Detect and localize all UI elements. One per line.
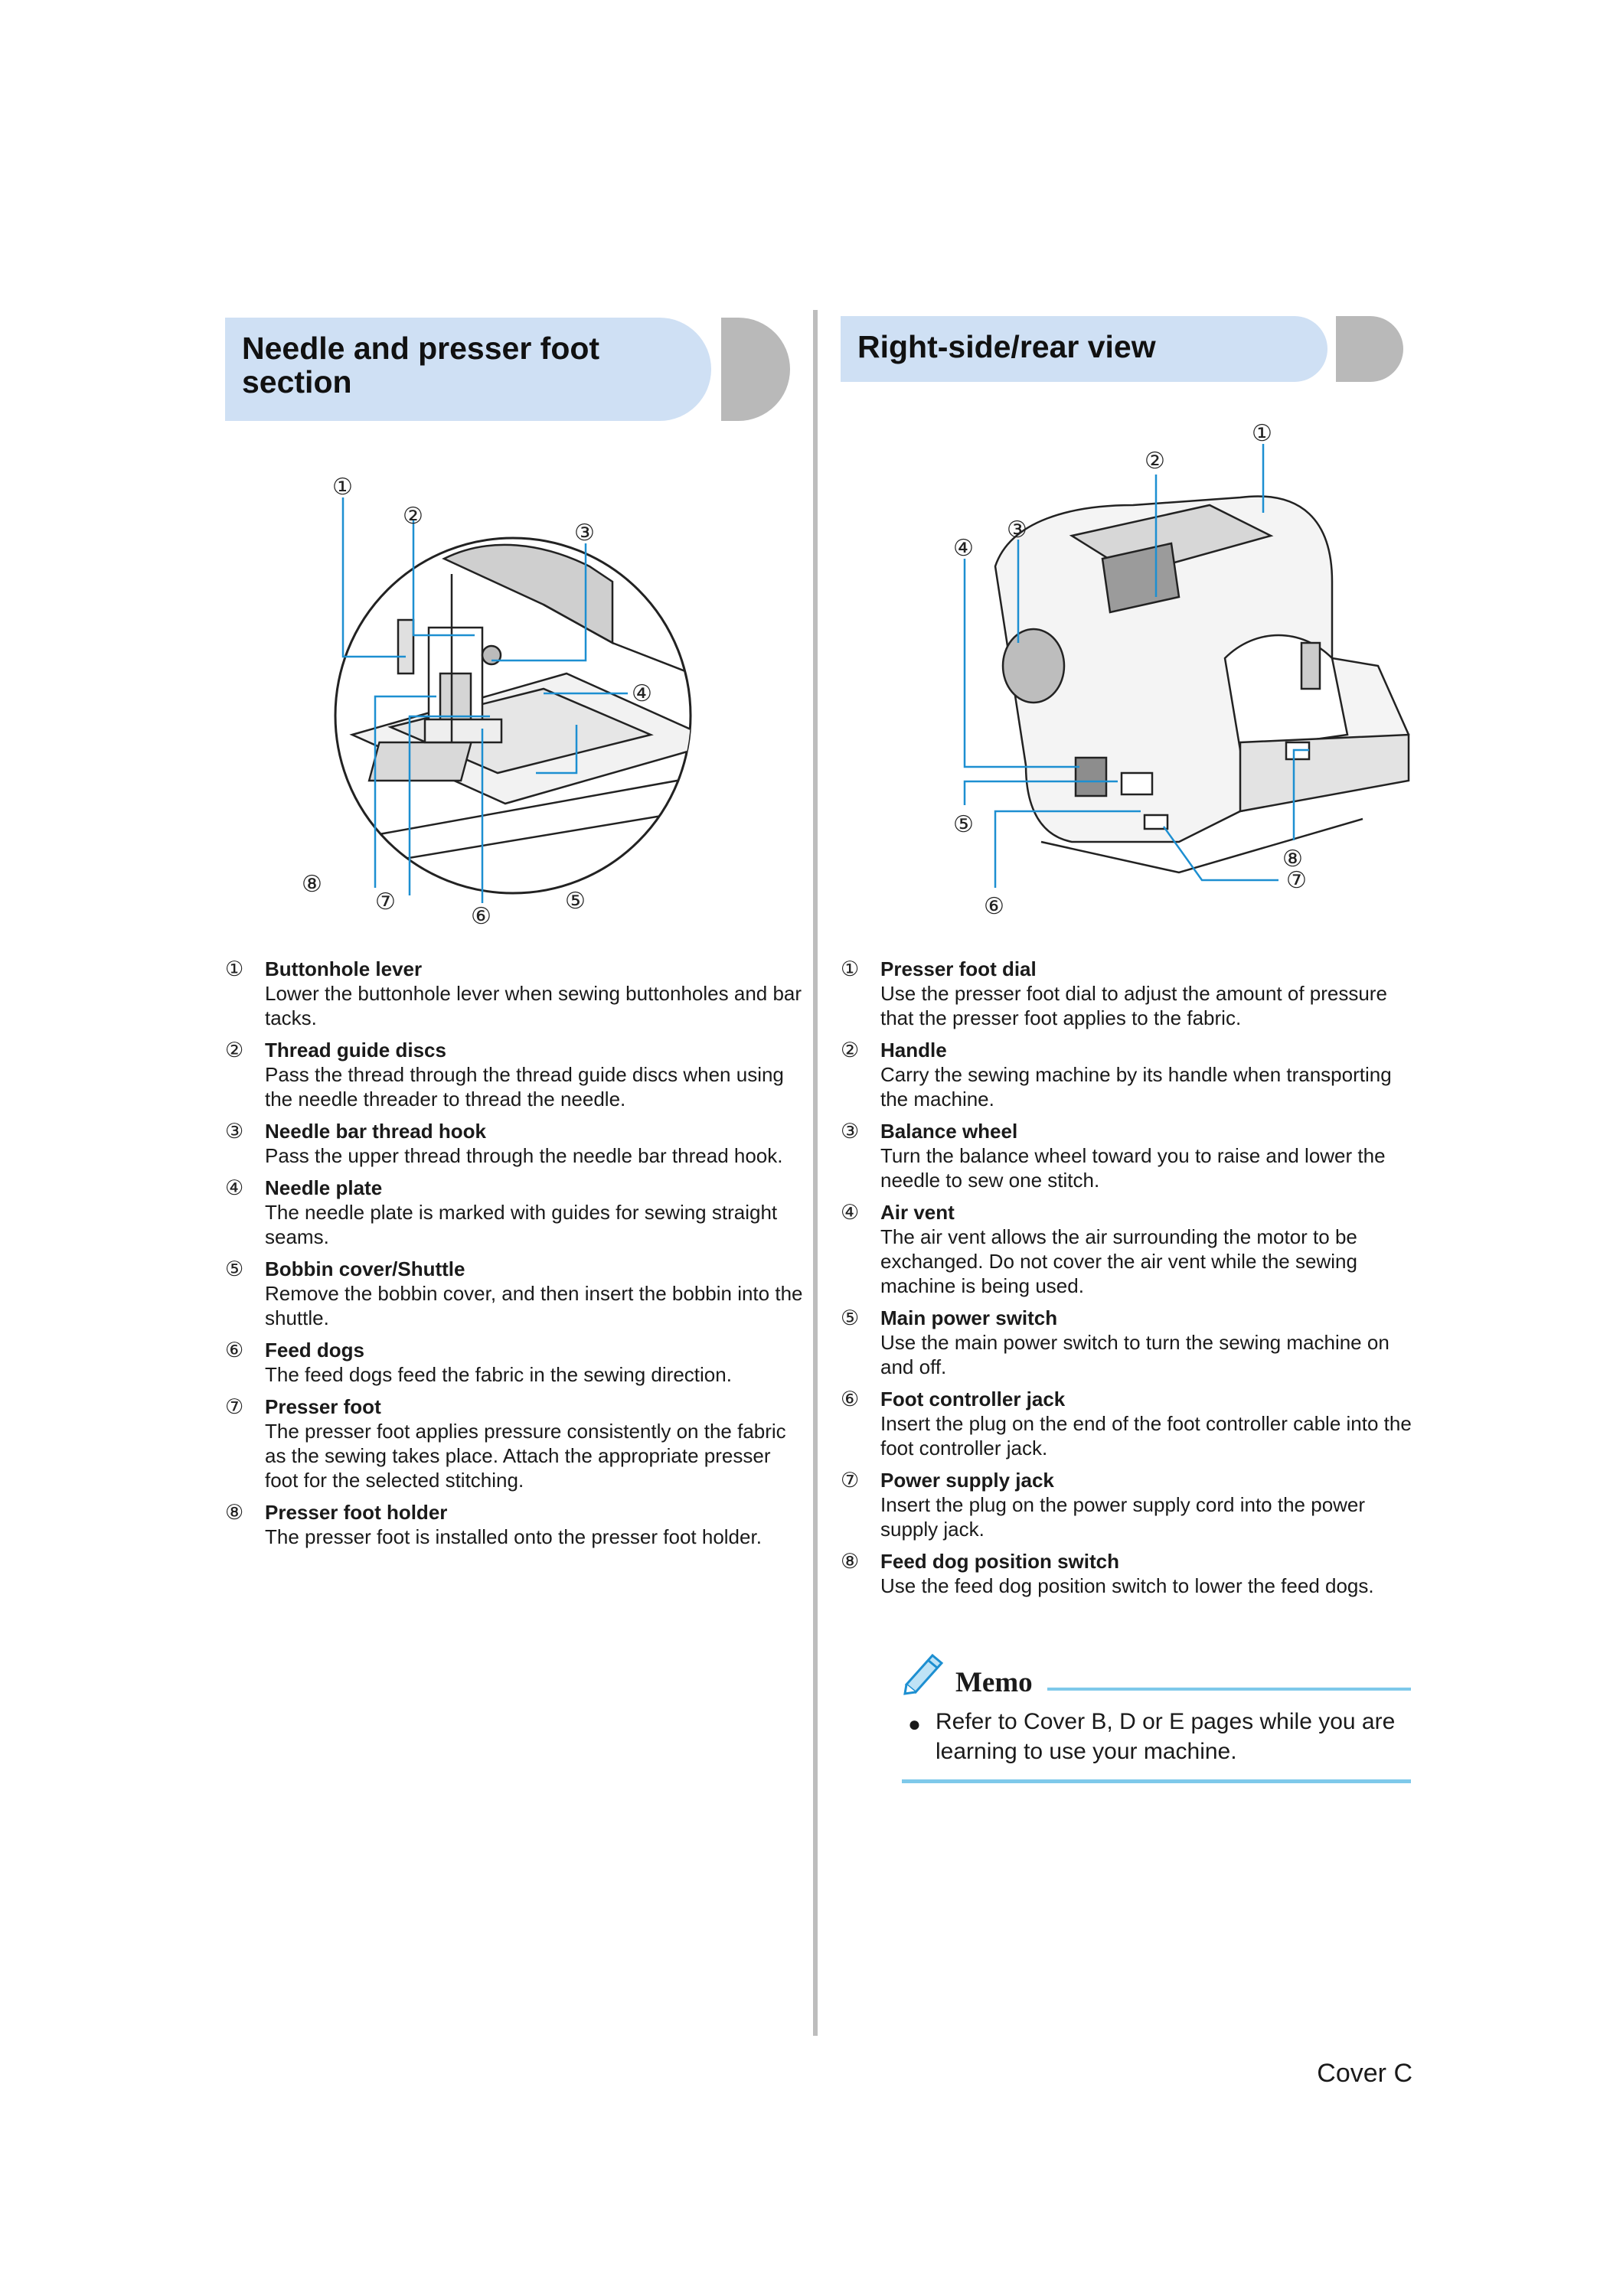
item-desc: The feed dogs feed the fabric in the sewing direction. — [265, 1363, 732, 1386]
memo-divider — [902, 1779, 1411, 1783]
item-number: ③ — [841, 1120, 860, 1143]
list-item — [225, 1338, 807, 1387]
header-tab — [721, 318, 790, 421]
item-number: ④ — [841, 1201, 860, 1224]
list-item — [841, 1306, 1422, 1379]
header-tab — [1336, 316, 1403, 382]
item-number: ④ — [225, 1176, 244, 1199]
item-number: ⑦ — [841, 1469, 860, 1492]
item-desc: Use the main power switch to turn the sewing machine on and off. — [880, 1331, 1390, 1378]
callout-3: ③ — [574, 520, 595, 546]
item-number: ② — [841, 1039, 860, 1062]
item-name: Air vent — [880, 1201, 955, 1224]
item-number: ⑧ — [225, 1501, 244, 1524]
item-name: Buttonhole lever — [265, 957, 423, 980]
memo-pencil-icon — [902, 1649, 948, 1695]
section-title: Right-side/rear view — [857, 329, 1156, 364]
item-number: ⑤ — [841, 1306, 860, 1329]
item-name: Thread guide discs — [265, 1039, 446, 1062]
memo-text: Refer to Cover B, D or E pages while you are learning to use your machine. — [936, 1709, 1396, 1764]
list-item — [841, 957, 1422, 1030]
callout-1: ① — [1252, 421, 1272, 446]
item-desc: Carry the sewing machine by its handle when transporting the machine. — [880, 1063, 1392, 1110]
item-name: Feed dogs — [265, 1339, 365, 1362]
section-header-needle-presser — [225, 318, 792, 421]
list-item — [225, 1119, 807, 1168]
item-desc: Use the feed dog position switch to lower the feed dogs. — [880, 1574, 1374, 1597]
section-title: Needle and presser foot section — [242, 331, 600, 400]
item-name: Presser foot — [265, 1395, 381, 1418]
item-number: ③ — [225, 1120, 244, 1143]
item-desc: The presser foot applies pressure consistently on the fabric as the sewing takes place. Attach the appropriate presser foot for the selected stitching. — [265, 1420, 786, 1492]
callout-6: ⑥ — [984, 894, 1004, 919]
callout-8: ⑧ — [1282, 846, 1303, 872]
column-divider — [813, 310, 818, 2036]
item-number: ② — [225, 1039, 244, 1062]
needle-presser-figure — [291, 444, 735, 934]
list-item — [841, 1549, 1422, 1598]
item-desc: Insert the plug on the power supply cord into the power supply jack. — [880, 1493, 1366, 1541]
memo-divider — [1047, 1688, 1411, 1691]
memo-title: Memo — [955, 1667, 1033, 1698]
item-desc: Pass the thread through the thread guide discs when using the needle threader to thread the needle. — [265, 1063, 784, 1110]
list-item — [225, 1500, 807, 1549]
item-number: ⑧ — [841, 1550, 860, 1573]
item-desc: Pass the upper thread through the needle bar thread hook. — [265, 1144, 783, 1167]
item-name: Presser foot dial — [880, 957, 1037, 980]
memo-box — [902, 1649, 1411, 1783]
list-item — [225, 1394, 807, 1492]
callout-4: ④ — [953, 536, 974, 561]
item-name: Handle — [880, 1039, 947, 1062]
list-item — [841, 1468, 1422, 1541]
list-item — [225, 957, 807, 1030]
list-item — [225, 1038, 807, 1111]
list-item — [225, 1257, 807, 1330]
callout-5: ⑤ — [953, 812, 974, 837]
item-name: Feed dog position switch — [880, 1550, 1119, 1573]
page-label: Cover C — [1317, 2059, 1412, 2088]
item-desc: Insert the plug on the end of the foot controller cable into the foot controller jack. — [880, 1412, 1412, 1459]
callout-2: ② — [1145, 448, 1165, 474]
callout-4: ④ — [632, 681, 652, 706]
callout-1: ① — [332, 475, 353, 500]
item-number: ⑦ — [225, 1395, 244, 1418]
section-header-right-rear — [841, 316, 1407, 382]
list-item — [841, 1119, 1422, 1192]
item-name: Bobbin cover/Shuttle — [265, 1257, 465, 1280]
item-desc: Lower the buttonhole lever when sewing buttonholes and bar tacks. — [265, 982, 802, 1029]
item-name: Needle bar thread hook — [265, 1120, 486, 1143]
parts-list-right — [841, 957, 1422, 1606]
item-desc: The air vent allows the air surrounding the motor to be exchanged. Do not cover the air vent while the sewing machine is being used. — [880, 1225, 1357, 1297]
callout-7: ⑦ — [1286, 868, 1307, 893]
list-item — [841, 1200, 1422, 1298]
bullet-icon: ● — [908, 1712, 921, 1736]
item-number: ⑤ — [225, 1257, 244, 1280]
list-item — [841, 1038, 1422, 1111]
item-number: ⑥ — [225, 1339, 244, 1362]
parts-list-left — [225, 957, 807, 1557]
callout-7: ⑦ — [375, 889, 396, 915]
list-item — [225, 1176, 807, 1249]
item-number: ① — [225, 957, 244, 980]
item-number: ⑥ — [841, 1388, 860, 1411]
list-item — [841, 1387, 1422, 1460]
item-name: Foot controller jack — [880, 1388, 1066, 1411]
callout-6: ⑥ — [471, 904, 491, 929]
item-number: ① — [841, 957, 860, 980]
callout-8: ⑧ — [302, 872, 322, 897]
callout-2: ② — [403, 504, 423, 529]
item-name: Main power switch — [880, 1306, 1058, 1329]
item-desc: The presser foot is installed onto the presser foot holder. — [265, 1525, 762, 1548]
callout-5: ⑤ — [565, 889, 586, 914]
item-name: Balance wheel — [880, 1120, 1018, 1143]
item-name: Needle plate — [265, 1176, 383, 1199]
item-desc: Remove the bobbin cover, and then insert the bobbin into the shuttle. — [265, 1282, 803, 1329]
rear-view-figure — [842, 413, 1424, 934]
item-desc: The needle plate is marked with guides for sewing straight seams. — [265, 1201, 778, 1248]
callout-3: ③ — [1007, 517, 1027, 543]
item-desc: Use the presser foot dial to adjust the amount of pressure that the presser foot applies to the fabric. — [880, 982, 1387, 1029]
item-desc: Turn the balance wheel toward you to raise and lower the needle to sew one stitch. — [880, 1144, 1386, 1192]
item-name: Power supply jack — [880, 1469, 1054, 1492]
item-name: Presser foot holder — [265, 1501, 448, 1524]
